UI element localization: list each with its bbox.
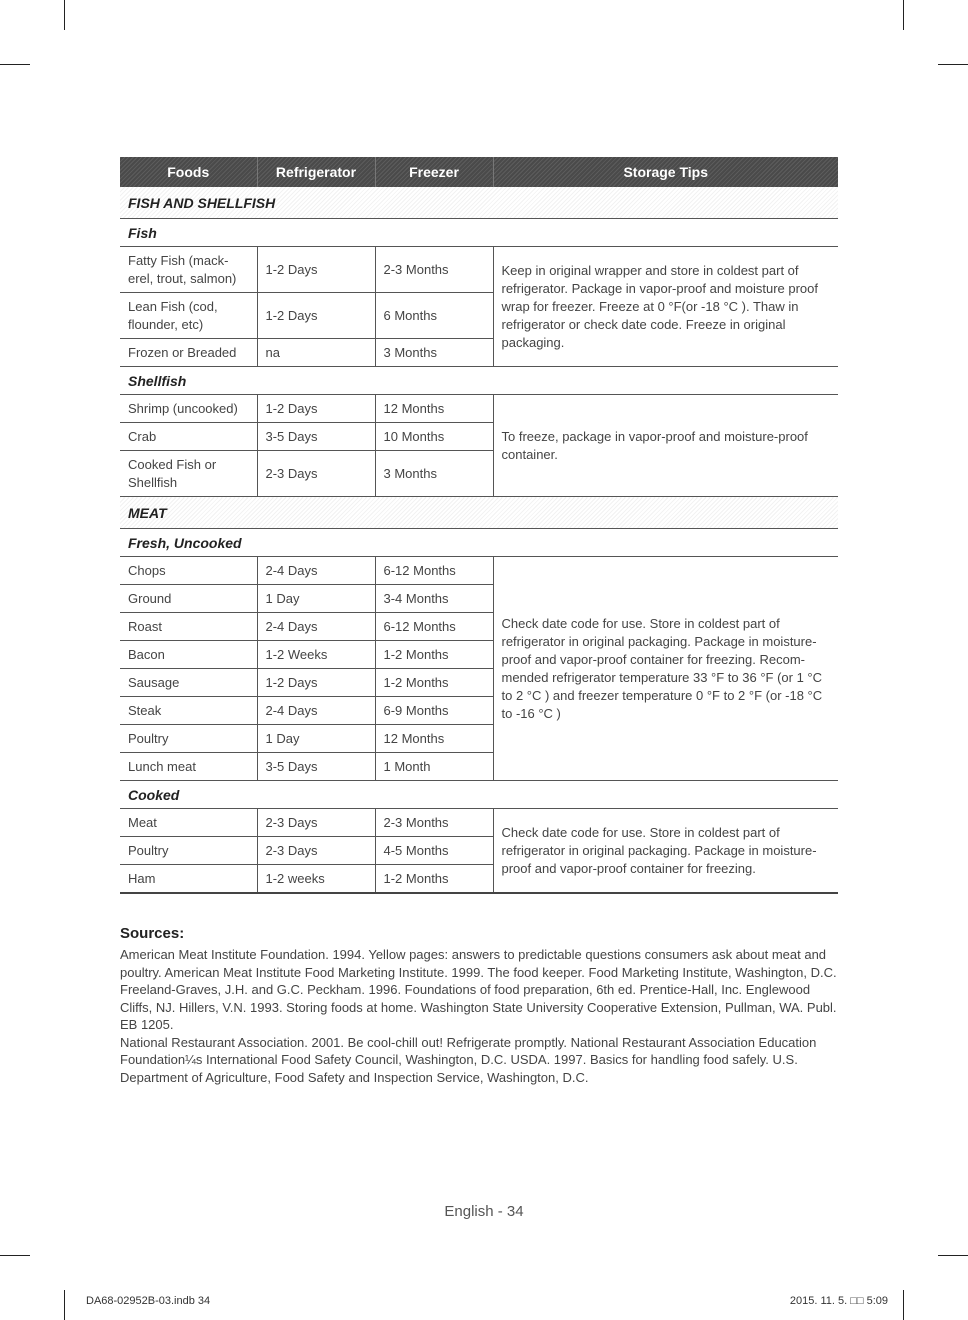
header-foods: Foods [120, 157, 257, 187]
subsection-cooked: Cooked [120, 781, 838, 809]
table-row [120, 247, 838, 293]
sources-block [120, 925, 840, 1086]
food-cell: Sausage [120, 669, 257, 697]
refrigerator-cell: 1-2 Weeks [257, 641, 375, 669]
crop-mark-top-right-v [903, 0, 904, 30]
food-cell: Ground [120, 585, 257, 613]
food-cell: Cooked Fish or Shellfish [120, 451, 257, 497]
refrigerator-cell: 1 Day [257, 725, 375, 753]
crop-mark-bottom-left-h [0, 1255, 30, 1256]
freezer-cell: 6-12 Months [375, 613, 493, 641]
sources-paragraph: National Restaurant Association. 2001. Be cool-chill out! Refrigerate promptly. National Restaurant Association Education Foundation¼s International Food Safety Council, Washington, D.C. USDA. 1997. Basics for handling food safely. U.S. Department of Agriculture, Food Safety and Inspection Service, Washington, D.C. [120, 1034, 817, 1085]
header-refrigerator: Refrigerator [257, 157, 375, 187]
crop-mark-bottom-left-v [64, 1290, 65, 1320]
freezer-cell: 4-5 Months [375, 837, 493, 865]
freezer-cell: 6-12 Months [375, 557, 493, 585]
table-row [120, 395, 838, 423]
freezer-cell: 1-2 Months [375, 669, 493, 697]
table-row [120, 809, 838, 837]
freezer-cell: 12 Months [375, 395, 493, 423]
sources-heading: Sources: [120, 925, 185, 942]
food-cell: Crab [120, 423, 257, 451]
refrigerator-cell: 1 Day [257, 585, 375, 613]
subsection-fish: Fish [120, 219, 838, 247]
freezer-cell: 12 Months [375, 725, 493, 753]
food-cell: Lean Fish (cod, flounder, etc) [120, 293, 257, 339]
refrigerator-cell: 1-2 Days [257, 669, 375, 697]
freezer-cell: 1-2 Months [375, 865, 493, 894]
food-cell: Chops [120, 557, 257, 585]
freezer-cell: 10 Months [375, 423, 493, 451]
header-freezer: Freezer [375, 157, 493, 187]
refrigerator-cell: 2-3 Days [257, 809, 375, 837]
food-cell: Lunch meat [120, 753, 257, 781]
freezer-cell: 6 Months [375, 293, 493, 339]
table-header-row [120, 157, 838, 187]
crop-mark-bottom-right-h [938, 1255, 968, 1256]
print-file-name: DA68-02952B-03.indb 34 [86, 1295, 211, 1307]
food-cell: Shrimp (uncooked) [120, 395, 257, 423]
food-cell: Steak [120, 697, 257, 725]
freezer-cell: 3 Months [375, 339, 493, 367]
table-row [120, 557, 838, 585]
page-number: English - 34 [444, 1203, 524, 1220]
refrigerator-cell: 2-3 Days [257, 837, 375, 865]
crop-mark-top-left-h [0, 64, 30, 65]
crop-mark-bottom-right-v [903, 1290, 904, 1320]
section-fish-and-shellfish: FISH AND SHELLFISH [120, 187, 838, 219]
food-cell: Fatty Fish (mack-erel, trout, salmon) [120, 247, 257, 293]
freezer-cell: 2-3 Months [375, 247, 493, 293]
food-cell: Poultry [120, 725, 257, 753]
refrigerator-cell: 3-5 Days [257, 423, 375, 451]
crop-mark-top-left-v [64, 0, 65, 30]
food-cell: Meat [120, 809, 257, 837]
refrigerator-cell: na [257, 339, 375, 367]
subsection-shellfish: Shellfish [120, 367, 838, 395]
food-cell: Roast [120, 613, 257, 641]
refrigerator-cell: 2-4 Days [257, 697, 375, 725]
refrigerator-cell: 2-4 Days [257, 557, 375, 585]
freezer-cell: 2-3 Months [375, 809, 493, 837]
freezer-cell: 1 Month [375, 753, 493, 781]
freezer-cell: 3-4 Months [375, 585, 493, 613]
refrigerator-cell: 2-4 Days [257, 613, 375, 641]
subsection-fresh-uncooked: Fresh, Uncooked [120, 529, 838, 557]
food-cell: Poultry [120, 837, 257, 865]
storage-tip-fresh-meat: Check date code for use. Store in coldest part of refrigerator in original packaging. Package in moisture-proof and vapor-proof container for freezing. Recom-mended refrigerator temperature 33 °F to 36 °F (or 1 °C to 2 °C ) and freezer temperature 0 °F to 2 °F (or -18 °C to -16 °C ) [493, 557, 838, 781]
crop-mark-top-right-h [938, 64, 968, 65]
refrigerator-cell: 1-2 weeks [257, 865, 375, 894]
print-date: 2015. 11. 5. □□ 5:09 [789, 1295, 888, 1307]
storage-tip-cooked-meat: Check date code for use. Store in coldest part of refrigerator in original packaging. Package in moisture-proof and vapor-proof container for freezing. [493, 809, 838, 894]
refrigerator-cell: 1-2 Days [257, 247, 375, 293]
storage-tip-shellfish: To freeze, package in vapor-proof and moisture-proof container. [493, 395, 838, 497]
refrigerator-cell: 2-3 Days [257, 451, 375, 497]
refrigerator-cell: 1-2 Days [257, 395, 375, 423]
sources-paragraph: American Meat Institute Foundation. 1994. Yellow pages: answers to predictable questions consumers ask about meat and poultry. American Meat Institute Food Marketing Institute. 1999. The food keeper. Food Marketing Institute, Washington, D.C. Freeland-Graves, J.H. and G.C. Peckham. 1996. Foundations of food preparation, 6th ed. Prentice-Hall, Inc. Englewood Cliffs, NJ. Hillers, V.N. 1993. Storing foods at home. Washington State University Cooperative Extension, Pullman, WA. Publ. EB 1205. [120, 947, 837, 1032]
food-cell: Bacon [120, 641, 257, 669]
food-cell: Ham [120, 865, 257, 894]
freezer-cell: 1-2 Months [375, 641, 493, 669]
freezer-cell: 3 Months [375, 451, 493, 497]
section-meat: MEAT [120, 497, 838, 529]
food-storage-table [120, 157, 838, 894]
food-cell: Frozen or Breaded [120, 339, 257, 367]
freezer-cell: 6-9 Months [375, 697, 493, 725]
refrigerator-cell: 3-5 Days [257, 753, 375, 781]
refrigerator-cell: 1-2 Days [257, 293, 375, 339]
storage-tip-fish: Keep in original wrapper and store in coldest part of refrigerator. Package in vapor-proof and moisture proof wrap for freezer. Freeze at 0 °F(or -18 °C ). Thaw in refrigerator or check date code. Freeze in original packaging. [493, 247, 838, 367]
header-storage-tips: Storage Tips [493, 157, 838, 187]
